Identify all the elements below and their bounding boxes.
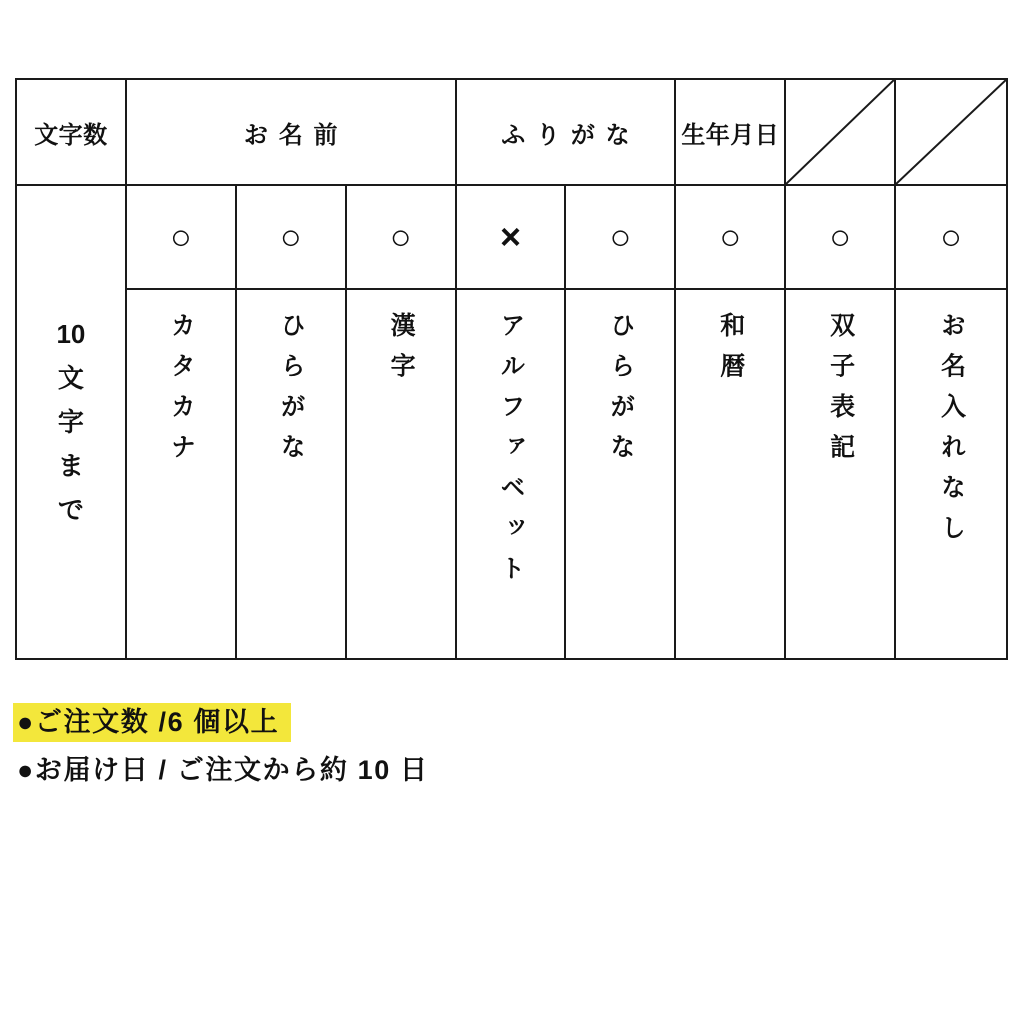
mark-cell-twin xyxy=(786,186,896,290)
mark-cell-wareki xyxy=(676,186,786,290)
mark-cell-alphabet xyxy=(457,186,567,290)
header-blank-twin xyxy=(786,80,896,186)
header-name: お名前 xyxy=(127,80,457,186)
availability-mark: ○ xyxy=(169,216,192,257)
header-char-count: 文字数 xyxy=(17,80,127,186)
option-label: アルファベット xyxy=(496,312,525,596)
row-label-char-limit xyxy=(17,186,127,658)
availability-mark: ○ xyxy=(940,216,962,257)
personalization-spec-table xyxy=(15,78,1008,660)
option-label: 漢字 xyxy=(387,312,416,393)
delivery-note: ●お届け日 / ご注文から約 10 日 xyxy=(17,755,429,786)
row-label-text: 10 文 字 ま で xyxy=(56,319,86,525)
mark-cell-noname xyxy=(896,186,1006,290)
option-cell-hiragana-name xyxy=(237,290,347,658)
header-furigana: ふりがな xyxy=(457,80,677,186)
mark-cell-hiragana-name xyxy=(237,186,347,290)
mark-cell-kanji xyxy=(347,186,457,290)
option-label: カタカナ xyxy=(167,312,196,474)
notes-section xyxy=(13,703,429,787)
header-blank-noname xyxy=(896,80,1006,186)
availability-mark: ○ xyxy=(829,216,852,257)
availability-mark: ○ xyxy=(389,216,412,257)
option-cell-twin xyxy=(786,290,896,658)
option-cell-hiragana-furigana xyxy=(566,290,676,658)
option-label: 双子表記 xyxy=(826,312,855,474)
option-label: 和暦 xyxy=(716,312,745,393)
option-label: ひらがな xyxy=(606,312,635,474)
option-cell-wareki xyxy=(676,290,786,658)
mark-cell-hiragana-furigana xyxy=(566,186,676,290)
mark-cell-katakana xyxy=(127,186,237,290)
option-cell-kanji xyxy=(347,290,457,658)
option-label: ひらがな xyxy=(277,312,306,474)
availability-mark: ○ xyxy=(719,216,742,257)
order-quantity-note: ●ご注文数 /6 個以上 xyxy=(13,703,291,742)
diagonal-slash-icon xyxy=(786,80,894,184)
availability-mark: × xyxy=(499,216,521,257)
option-cell-noname xyxy=(896,290,1006,658)
header-birthdate: 生年月日 xyxy=(676,80,786,186)
availability-mark: ○ xyxy=(609,216,632,257)
option-label: お名入れなし xyxy=(937,312,966,555)
option-cell-alphabet xyxy=(457,290,567,658)
diagonal-slash-icon xyxy=(896,80,1006,184)
availability-mark: ○ xyxy=(279,216,302,257)
option-cell-katakana xyxy=(127,290,237,658)
